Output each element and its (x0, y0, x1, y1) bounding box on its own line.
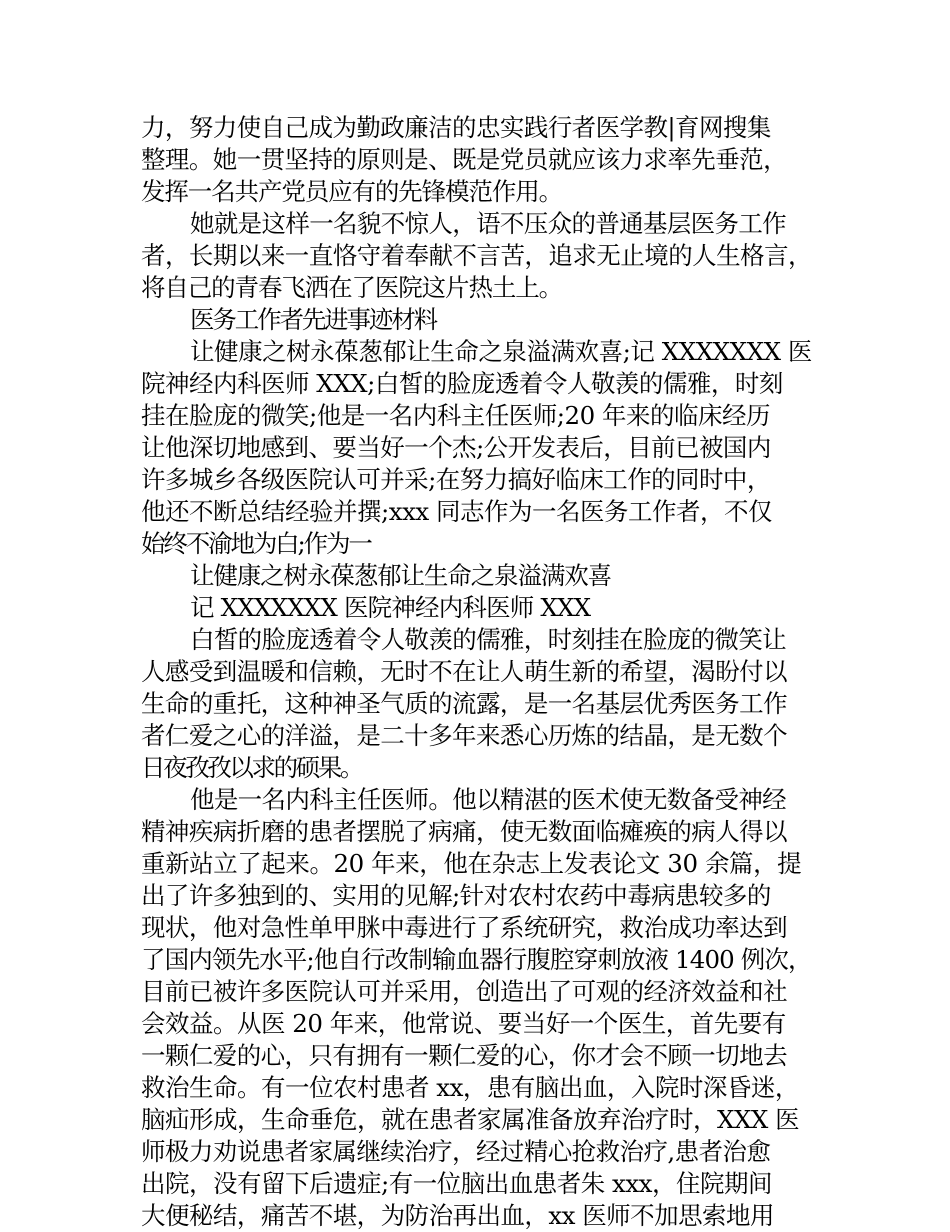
text-line: 许多城乡各级医院认可并采;在努力搞好临床工作的同时中， (141, 465, 771, 494)
text-line: 出院，没有留下后遗症;有一位脑出血患者朱 xxx，住院期间 (141, 1169, 772, 1198)
text-line: 脑疝形成，生命垂危，就在患者家属准备放弃治疗时，XXX 医 (141, 1105, 800, 1134)
text-line: 师极力劝说患者家属继续治疗，经过精心抢救治疗,患者治愈 (141, 1137, 771, 1166)
text-line: 会效益。从医 20 年来，他常说、要当好一个医生，首先要有 (141, 1009, 786, 1038)
paragraph-first-line: 白皙的脸庞透着令人敬羡的儒雅，时刻挂在脸庞的微笑让 (190, 625, 786, 654)
text-line: 他还不断总结经验并撰;xxx 同志作为一名医务工作者，不仅 (141, 497, 772, 526)
paragraph-first-line: 记 XXXXXXX 医院神经内科医师 XXX (190, 593, 591, 622)
text-line: 者仁爱之心的洋溢，是二十多年来悉心历炼的结晶，是无数个 (141, 721, 787, 750)
text-line: 生命的重托，这种神圣气质的流露，是一名基层优秀医务工作 (141, 689, 787, 718)
paragraph-first-line: 让健康之树永葆葱郁让生命之泉溢满欢喜;记 XXXXXXX 医 (190, 337, 812, 366)
text-line: 人感受到温暖和信赖，无时不在让人萌生新的希望，渴盼付以 (141, 657, 787, 686)
text-line: 日夜孜孜以求的硕果。 (141, 753, 362, 782)
text-line: 整理。她一贯坚持的原则是、既是党员就应该力求率先垂范， (141, 145, 787, 174)
paragraph-first-line: 她就是这样一名貌不惊人，语不压众的普通基层医务工作 (190, 209, 786, 238)
paragraph-first-line: 让健康之树永葆葱郁让生命之泉溢满欢喜 (190, 561, 611, 590)
text-line: 一颗仁爱的心，只有拥有一颗仁爱的心，你才会不顾一切地去 (141, 1041, 787, 1070)
paragraph-first-line: 医务工作者先进事迹材料 (190, 305, 436, 334)
text-line: 挂在脸庞的微笑;他是一名内科主任医师;20 年来的临床经历 (141, 401, 770, 430)
text-line: 重新站立了起来。20 年来，他在杂志上发表论文 30 余篇，提 (141, 849, 802, 878)
text-line: 将自己的青春飞洒在了医院这片热土上。 (141, 273, 562, 302)
text-line: 了国内领先水平;他自行改制输血器行腹腔穿刺放液 1400 例次， (141, 945, 812, 974)
text-line: 出了许多独到的、实用的见解;针对农村农药中毒病患较多的 (141, 881, 771, 910)
text-line: 者，长期以来一直恪守着奉献不言苦，追求无止境的人生格言， (141, 241, 812, 270)
document-body (141, 112, 841, 1232)
paragraph-first-line: 他是一名内科主任医师。他以精湛的医术使无数备受神经 (190, 785, 786, 814)
text-line: 救治生命。有一位农村患者 xx，患有脑出血，入院时深昏迷， (141, 1073, 799, 1102)
text-line: 大便秘结，痛苦不堪，为防治再出血，xx 医师不加思索地用 (141, 1201, 774, 1230)
text-line: 始终不渝地为白;作为一 (141, 529, 371, 558)
text-line: 让他深切地感到、要当好一个杰;公开发表后，目前已被国内 (141, 433, 771, 462)
text-line: 目前已被许多医院认可并采用，创造出了可观的经济效益和社 (141, 977, 787, 1006)
text-line: 力，努力使自己成为勤政廉洁的忠实践行者医学教|育网搜集 (141, 113, 771, 142)
text-line: 发挥一名共产党员应有的先锋模范作用。 (141, 177, 562, 206)
text-line: 精神疾病折磨的患者摆脱了病痛，使无数面临瘫痪的病人得以 (141, 817, 787, 846)
text-line: 现状，他对急性单甲脒中毒进行了系统研究，救治成功率达到 (141, 913, 787, 942)
text-line: 院神经内科医师 XXX;白皙的脸庞透着令人敬羡的儒雅，时刻 (141, 369, 783, 398)
